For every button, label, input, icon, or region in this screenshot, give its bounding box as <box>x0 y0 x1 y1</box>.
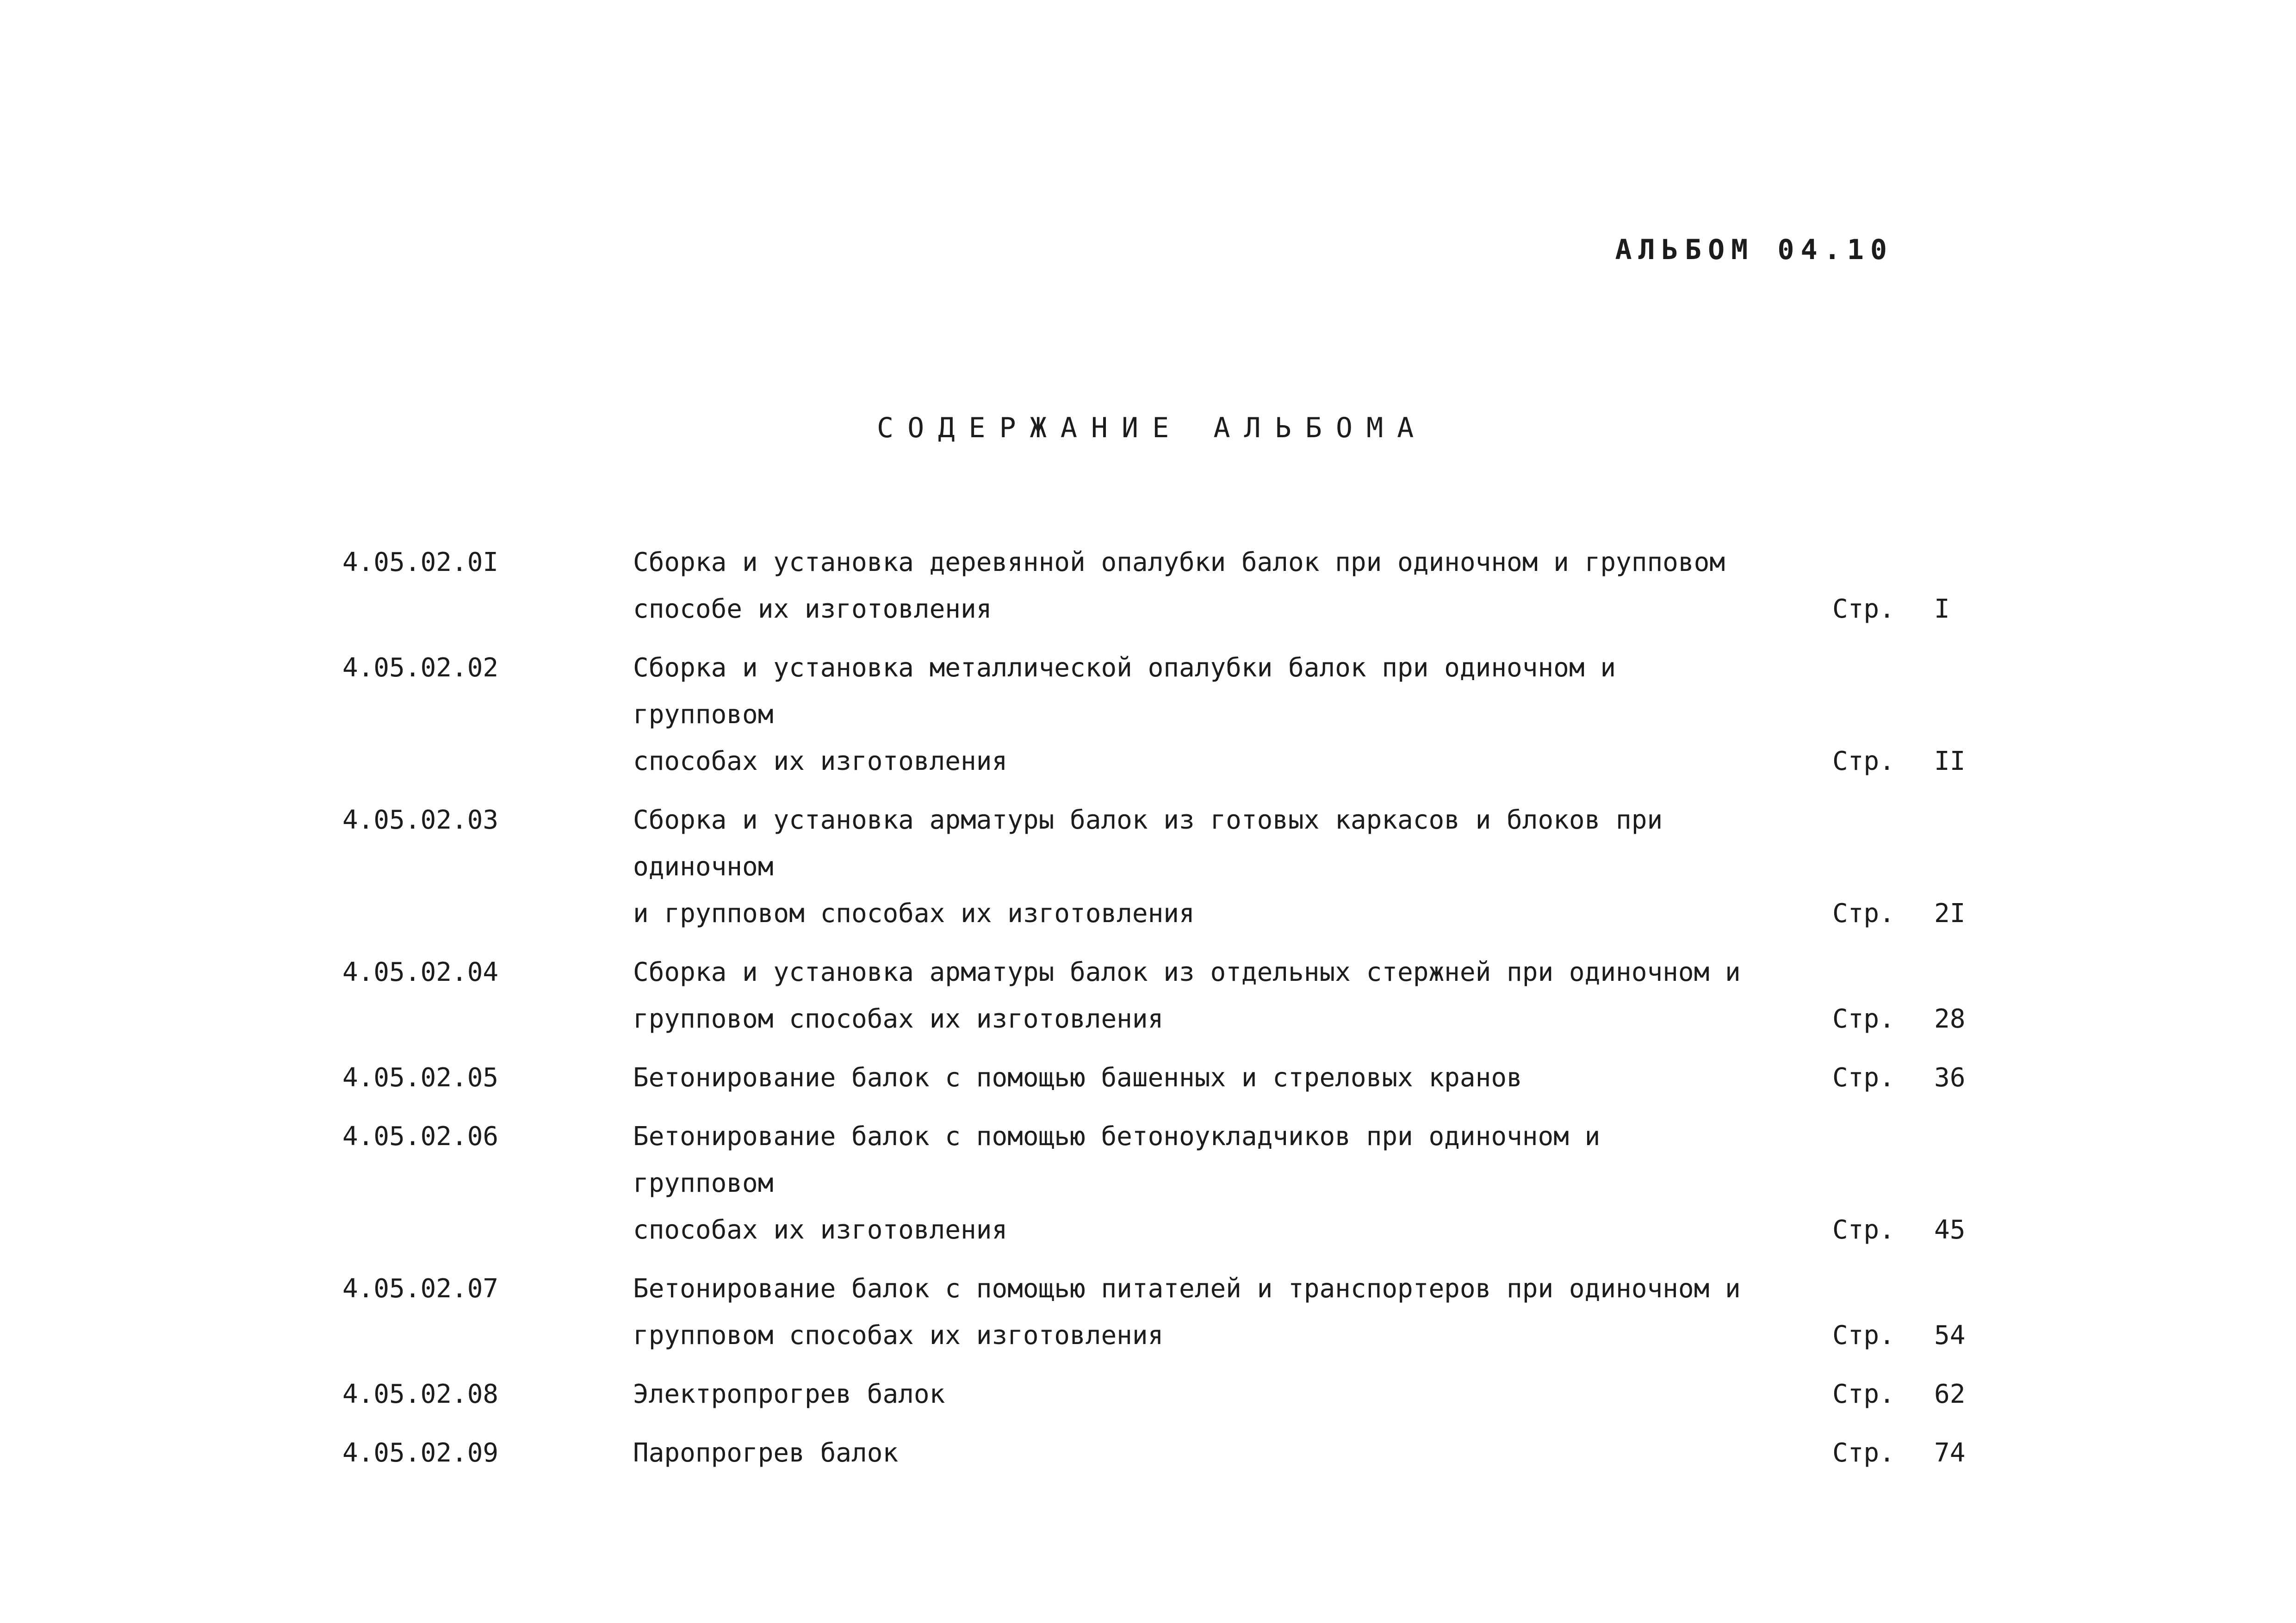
page-label: Стр. <box>1832 1438 1895 1468</box>
toc-title: Сборка и установка арматуры балок из отдельных стержней при одиночном и групповом способах их изготовления <box>633 957 1741 1034</box>
toc-title: Паропрогрев балок <box>633 1438 899 1468</box>
toc-title: Сборка и установка деревянной опалубки балок при одиночном и групповом способе их изготовления <box>633 547 1725 624</box>
toc-title: Бетонирование балок с помощью питателей и транспортеров при одиночном и групповом способах их изготовления <box>633 1274 1741 1350</box>
page-number: 28 <box>1934 1004 1966 1034</box>
page-number: 54 <box>1934 1320 1966 1350</box>
page-label: Стр. <box>1832 1004 1895 1034</box>
toc-page-ref <box>1832 738 1965 785</box>
toc-code: 4.05.02.06 <box>342 1121 499 1152</box>
page-label: Стр. <box>1832 898 1895 929</box>
toc-code: 4.05.02.03 <box>342 805 499 835</box>
page-label: Стр. <box>1832 594 1895 624</box>
toc-row <box>342 1113 2008 1253</box>
page-number: 62 <box>1934 1379 1966 1409</box>
page-label: Стр. <box>1832 746 1895 776</box>
toc-page-ref <box>1832 1207 1965 1253</box>
page-number: 74 <box>1934 1438 1966 1468</box>
toc-page-ref <box>1832 1312 1965 1359</box>
page-title: СОДЕРЖАНИЕ АЛЬБОМА <box>877 412 1428 444</box>
toc-code: 4.05.02.0I <box>342 547 499 577</box>
page-number: 2I <box>1934 898 1966 929</box>
page-number: 36 <box>1934 1063 1966 1093</box>
toc-code: 4.05.02.08 <box>342 1379 499 1409</box>
page-label: Стр. <box>1832 1379 1895 1409</box>
toc-code: 4.05.02.05 <box>342 1063 499 1093</box>
toc-code: 4.05.02.07 <box>342 1274 499 1304</box>
toc-page-ref <box>1832 586 1950 632</box>
toc-title: Электропрогрев балок <box>633 1379 945 1409</box>
toc-title: Бетонирование балок с помощью бетоноукладчиков при одиночном и групповом способах их изготовления <box>633 1121 1601 1245</box>
toc-row <box>342 1371 2008 1418</box>
table-of-contents <box>342 539 2008 1488</box>
album-code: АЛЬБОМ 04.10 <box>1615 234 1893 266</box>
toc-page-ref <box>1832 996 1965 1042</box>
page-number: I <box>1934 594 1950 624</box>
page-label: Стр. <box>1832 1063 1895 1093</box>
page-label: Стр. <box>1832 1320 1895 1350</box>
toc-code: 4.05.02.02 <box>342 653 499 683</box>
page-label: Стр. <box>1832 1215 1895 1245</box>
toc-title: Сборка и установка арматуры балок из готовых каркасов и блоков при одиночном и групповом способах их изготовления <box>633 805 1663 929</box>
toc-row <box>342 539 2008 632</box>
toc-page-ref <box>1832 1371 1965 1418</box>
toc-row <box>342 797 2008 937</box>
toc-row <box>342 1265 2008 1359</box>
toc-page-ref <box>1832 1054 1965 1101</box>
toc-row <box>342 949 2008 1042</box>
toc-page-ref <box>1832 1430 1965 1476</box>
toc-title: Сборка и установка металлической опалубки балок при одиночном и групповом способах их изготовления <box>633 653 1616 776</box>
toc-row <box>342 644 2008 785</box>
toc-code: 4.05.02.09 <box>342 1438 499 1468</box>
toc-code: 4.05.02.04 <box>342 957 499 987</box>
toc-row <box>342 1054 2008 1101</box>
toc-title: Бетонирование балок с помощью башенных и стреловых кранов <box>633 1063 1522 1093</box>
toc-row <box>342 1430 2008 1476</box>
page-number: 45 <box>1934 1215 1966 1245</box>
toc-page-ref <box>1832 890 1965 937</box>
page-number: II <box>1934 746 1966 776</box>
